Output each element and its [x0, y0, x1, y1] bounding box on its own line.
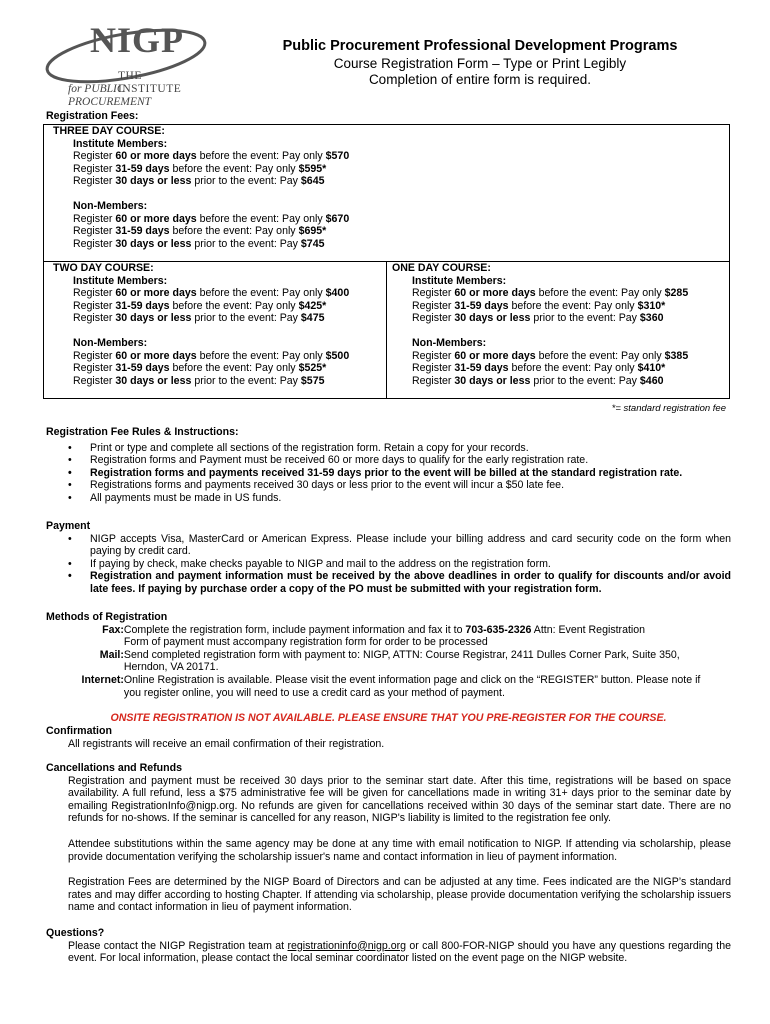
fee-price: $460	[639, 374, 664, 387]
fee-deadline: 30 days or less	[115, 175, 192, 188]
logo-line2: for PUBLIC PROCUREMENT	[68, 83, 152, 108]
list-item: • NIGP accepts Visa, MasterCard or American Express. Please include your billing address and card security code on the form when paying by credit card.	[46, 533, 731, 558]
fee-text: Register	[73, 175, 116, 188]
fee-table	[43, 124, 730, 399]
fee-text: Register	[73, 287, 116, 300]
fee-price: $385	[664, 349, 689, 362]
fee-price: $410*	[637, 362, 666, 375]
fee-price: $500	[325, 349, 350, 362]
fee-text: before the event: Pay only	[169, 362, 299, 375]
fee-price: $645	[300, 175, 325, 188]
fee-row	[73, 150, 383, 163]
section-title: Confirmation	[46, 725, 112, 737]
fee-text: before the event: Pay only	[196, 212, 326, 225]
fee-price: $400	[325, 287, 350, 300]
page-title: Public Procurement Professional Development Programs	[282, 38, 678, 54]
fee-price: $595*	[298, 162, 327, 175]
internet-line1: Online Registration is available. Please visit the event information page and click on the “REGISTER” button. Please note if	[123, 673, 701, 686]
fee-row	[412, 300, 726, 313]
list-item: • If paying by check, make checks payable to NIGP and mail to the address on the registration form.	[46, 558, 731, 571]
fee-row	[412, 375, 726, 388]
section-title: Methods of Registration	[46, 611, 168, 623]
members-label: Institute Members:	[73, 274, 168, 287]
fee-row	[73, 213, 383, 226]
fee-price: $475	[300, 312, 325, 325]
fee-text: Register	[73, 349, 116, 362]
fee-text: Register	[73, 362, 116, 375]
fax-text: Complete the registration form, include payment information and fax it to	[123, 623, 466, 636]
fee-row	[412, 350, 726, 363]
questions-post: or call 800-FOR-NIGP should you have any questions regarding the event. For local information, please contact the local seminar coordinator listed on the event page on the NIGP website.	[68, 939, 731, 965]
fee-text: Register	[412, 312, 455, 325]
one-day-course	[392, 262, 726, 387]
fee-row	[73, 175, 383, 188]
logo-line1: THE INSTITUTE	[118, 70, 182, 95]
non-members-label: Non-Members:	[73, 336, 148, 349]
fee-deadline: 60 or more days	[115, 150, 197, 163]
fee-text: Register	[412, 299, 455, 312]
fee-deadline: 31-59 days	[454, 362, 509, 375]
mail-label: Mail:	[99, 648, 124, 661]
two-day-course	[53, 262, 383, 387]
confirmation-section	[46, 725, 731, 750]
fee-row	[412, 362, 726, 375]
course-heading: ONE DAY COURSE:	[392, 262, 491, 274]
fee-text: Register	[73, 374, 116, 387]
mail-line1: Send completed registration form with payment to: NIGP, ATTN: Course Registrar, 2411 Dulles Corner Park, Suite 350,	[123, 648, 680, 661]
fax-attn: Attn: Event Registration	[531, 623, 646, 636]
fee-text: before the event: Pay only	[169, 225, 299, 238]
cancellation-paragraph-2: Attendee substitutions within the same agency may be done at any time with email notification to NIGP. If attending via scholarship, please provide documentation verifying the scholarship issuer's name and contact information in lieu of payment information.	[68, 837, 731, 863]
questions-section	[46, 927, 731, 965]
fee-text: Register	[412, 287, 455, 300]
questions-text	[46, 940, 731, 965]
list-item: • Registration forms and Payment must be received 60 or more days to qualify for the early registration rate.	[46, 454, 731, 467]
fee-row	[412, 312, 726, 325]
three-day-course	[53, 125, 383, 250]
fee-text: before the event: Pay only	[196, 150, 326, 163]
course-heading: THREE DAY COURSE:	[53, 125, 165, 137]
fee-deadline: 31-59 days	[115, 362, 170, 375]
fee-deadline: 30 days or less	[115, 312, 192, 325]
fee-text: prior to the event: Pay	[530, 374, 640, 387]
page-subtitle: Course Registration Form – Type or Print Legibly	[333, 56, 627, 71]
list-item: • All payments must be made in US funds.	[46, 492, 731, 505]
fee-row	[73, 312, 383, 325]
registration-methods-section	[46, 611, 731, 699]
fee-row	[73, 300, 383, 313]
fee-deadline: 31-59 days	[115, 225, 170, 238]
section-title: Cancellations and Refunds	[46, 762, 182, 774]
fee-price: $425*	[298, 299, 327, 312]
fee-deadline: 60 or more days	[115, 287, 197, 300]
fee-deadline: 30 days or less	[454, 312, 531, 325]
fee-deadline: 60 or more days	[454, 287, 536, 300]
fee-text: Register	[73, 150, 116, 163]
fee-text: Register	[73, 212, 116, 225]
confirmation-text: All registrants will receive an email confirmation of their registration.	[68, 737, 385, 750]
non-members-label: Non-Members:	[73, 199, 148, 212]
fee-deadline: 31-59 days	[115, 162, 170, 175]
fee-text: Register	[73, 162, 116, 175]
fee-price: $695*	[298, 225, 327, 238]
standard-fee-note: *= standard registration fee	[611, 403, 726, 414]
fax-number: 703-635-2326	[465, 623, 532, 636]
fee-text: Register	[412, 374, 455, 387]
fee-row	[412, 287, 726, 300]
fee-deadline: 30 days or less	[115, 237, 192, 250]
fee-rules-section	[46, 426, 731, 505]
fee-deadline: 30 days or less	[115, 374, 192, 387]
list-item: • Print or type and complete all sections of the registration form. Retain a copy for your records.	[46, 442, 731, 455]
cancellation-paragraph-3: Registration Fees are determined by the NIGP Board of Directors and can be adjusted at any time. Fees indicated are the NIGP’s standard rates and may differ according to hosting Chapter. If attending via scholarship, please provide documentation verifying the scholarship issuers name and contact information in lieu of payment information.	[68, 876, 731, 914]
fee-text: prior to the event: Pay	[191, 312, 301, 325]
section-title: Questions?	[46, 927, 105, 939]
cancellation-paragraph-1: Registration and payment must be received 30 days prior to the seminar start date. After this time, registrations will be based on space availability. A full refund, less a $75 administrative fee will be given for cancellations made in writing 31+ days prior to the seminar date by emailing RegistrationInfo@nigp.org. No refunds are given for cancellations received within 30 days of the seminar start date. There are no refunds for no-shows. If the seminar is cancelled for any reason, NIGP's liability is limited to the registration fee only.	[68, 774, 731, 825]
fee-row	[73, 375, 383, 388]
fee-deadline: 30 days or less	[454, 374, 531, 387]
fee-price: $575	[300, 374, 325, 387]
fee-text: prior to the event: Pay	[530, 312, 640, 325]
fee-text: before the event: Pay only	[508, 362, 638, 375]
fee-text: Register	[73, 312, 116, 325]
mail-line2: Herndon, VA 20171.	[123, 661, 219, 674]
fee-text: prior to the event: Pay	[191, 175, 301, 188]
logo-name: NIGP	[90, 20, 184, 60]
questions-pre: Please contact the NIGP Registration team at	[68, 939, 288, 952]
fee-price: $525*	[298, 362, 327, 375]
fee-text: Register	[73, 237, 116, 250]
list-item: • Registration forms and payments received 31-59 days prior to the event will be billed at the standard registration rate.	[46, 467, 731, 480]
members-label: Institute Members:	[73, 137, 168, 150]
fee-deadline: 60 or more days	[115, 349, 197, 362]
fee-price: $570	[325, 150, 350, 163]
fee-row	[73, 362, 383, 375]
fee-text: before the event: Pay only	[535, 349, 665, 362]
fee-price: $285	[664, 287, 689, 300]
fee-text: before the event: Pay only	[169, 162, 299, 175]
fee-row	[73, 350, 383, 363]
fax-line2: Form of payment must accompany registration form for order to be processed	[123, 636, 488, 649]
registration-fees-label: Registration Fees:	[46, 110, 139, 122]
section-title: Payment	[46, 520, 91, 532]
fee-text: Register	[73, 225, 116, 238]
fee-deadline: 60 or more days	[454, 349, 536, 362]
fee-deadline: 31-59 days	[115, 299, 170, 312]
registration-email-link[interactable]: registrationinfo@nigp.org	[287, 939, 407, 952]
section-title: Registration Fee Rules & Instructions:	[46, 426, 239, 438]
completion-note: Completion of entire form is required.	[368, 72, 592, 87]
fee-text: Register	[73, 299, 116, 312]
fee-text: Register	[412, 349, 455, 362]
nigp-logo	[38, 20, 208, 108]
fee-text: prior to the event: Pay	[191, 237, 301, 250]
list-item: • Registrations forms and payments received 30 days or less prior to the event will incur a $50 late fee.	[46, 479, 731, 492]
fee-row	[73, 163, 383, 176]
members-label: Institute Members:	[412, 274, 507, 287]
internet-label: Internet:	[81, 673, 124, 686]
internet-line2: you register online, you will need to use a credit card as your method of payment.	[123, 686, 505, 699]
fee-text: before the event: Pay only	[535, 287, 665, 300]
fee-text: before the event: Pay only	[196, 287, 326, 300]
non-members-label: Non-Members:	[412, 336, 487, 349]
fee-price: $670	[325, 212, 350, 225]
fee-deadline: 31-59 days	[454, 299, 509, 312]
payment-section	[46, 520, 731, 596]
fee-text: Register	[412, 362, 455, 375]
fee-price: $745	[300, 237, 325, 250]
onsite-warning: ONSITE REGISTRATION IS NOT AVAILABLE. PLEASE ENSURE THAT YOU PRE-REGISTER FOR THE COURSE.	[110, 712, 667, 724]
fee-deadline: 60 or more days	[115, 212, 197, 225]
fee-text: before the event: Pay only	[169, 299, 299, 312]
fee-price: $360	[639, 312, 664, 325]
fee-price: $310*	[637, 299, 666, 312]
fee-text: before the event: Pay only	[196, 349, 326, 362]
list-item: • Registration and payment information must be received by the above deadlines in order to qualify for discounts and/or avoid late fees. If paying by purchase order a copy of the PO must be submitted with your registration form.	[46, 570, 731, 595]
fee-table-column-divider	[386, 261, 387, 398]
fee-row	[73, 225, 383, 238]
fax-label: Fax:	[102, 623, 124, 636]
fee-text: prior to the event: Pay	[191, 374, 301, 387]
course-heading: TWO DAY COURSE:	[53, 262, 154, 274]
fee-row	[73, 238, 383, 251]
fee-row	[73, 287, 383, 300]
fee-text: before the event: Pay only	[508, 299, 638, 312]
cancellations-section	[46, 762, 731, 914]
